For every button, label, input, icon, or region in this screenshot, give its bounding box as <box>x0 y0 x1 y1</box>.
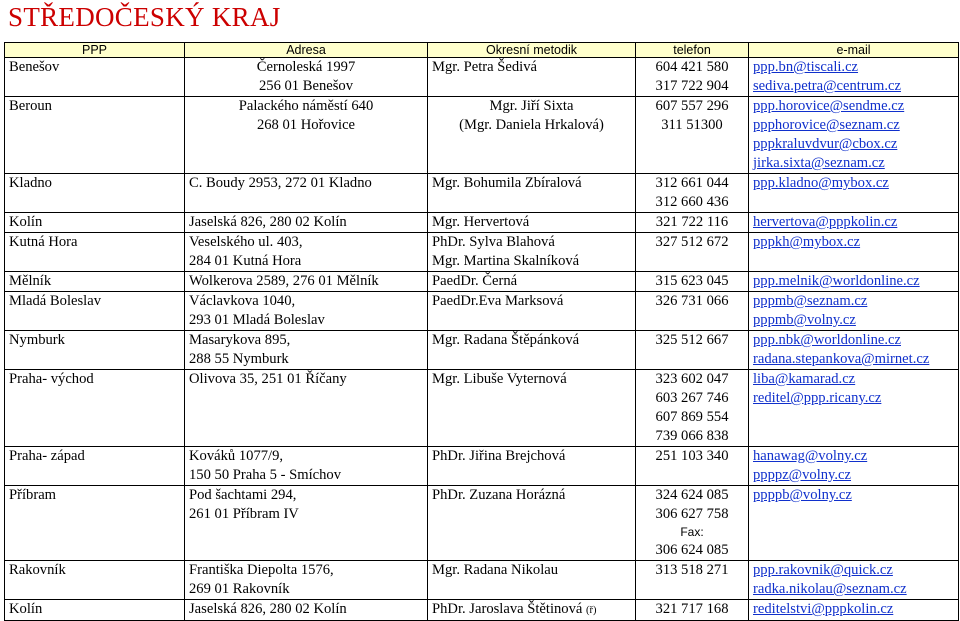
address-line: 268 01 Hořovice <box>256 117 356 133</box>
email-link[interactable]: pppkh@mybox.cz <box>753 234 861 250</box>
address-cell <box>185 447 428 486</box>
address-line: Wolkerova 2589, 276 01 Mělník <box>189 273 379 289</box>
phone-number: 312 661 044 <box>655 175 729 191</box>
phone-number: 607 869 554 <box>655 409 729 425</box>
phone-cell <box>636 292 749 331</box>
table-row <box>5 331 959 370</box>
email-link[interactable]: ppppz@volny.cz <box>753 467 852 483</box>
phone-number: 325 512 667 <box>655 332 729 348</box>
email-cell <box>749 272 959 292</box>
address-line: Veselského ul. 403, <box>189 234 303 250</box>
ppp-cell <box>5 331 185 370</box>
phone-number: 317 722 904 <box>655 78 729 94</box>
email-link[interactable]: ppphorovice@seznam.cz <box>753 117 900 133</box>
address-line: C. Boudy 2953, 272 01 Kladno <box>189 175 372 191</box>
contacts-table <box>4 42 959 621</box>
email-link[interactable]: hervertova@pppkolin.cz <box>753 214 898 230</box>
methodist-name: Mgr. Bohumila Zbíralová <box>432 175 582 191</box>
ppp-cell <box>5 58 185 97</box>
email-cell <box>749 600 959 621</box>
methodist-cell <box>428 272 636 292</box>
phone-cell <box>636 486 749 561</box>
phone-cell <box>636 213 749 233</box>
header-address: Adresa <box>185 43 428 58</box>
email-cell <box>749 233 959 272</box>
email-link[interactable]: jirka.sixta@seznam.cz <box>753 155 885 171</box>
address-line: 284 01 Kutná Hora <box>189 253 302 269</box>
ppp-cell <box>5 561 185 600</box>
table-row <box>5 272 959 292</box>
email-link[interactable]: reditel@ppp.ricany.cz <box>753 390 882 406</box>
header-methodist: Okresní metodik <box>428 43 636 58</box>
address-cell <box>185 213 428 233</box>
address-line: Jaselská 826, 280 02 Kolín <box>189 214 347 230</box>
ppp-cell <box>5 174 185 213</box>
address-cell <box>185 292 428 331</box>
address-line: Pod šachtami 294, <box>189 487 297 503</box>
address-line: Václavkova 1040, <box>189 293 296 309</box>
phone-number: 313 518 271 <box>655 562 729 578</box>
methodist-cell <box>428 97 636 174</box>
methodist-name: Mgr. Radana Nikolau <box>432 562 559 578</box>
methodist-name: PhDr. Sylva Blahová <box>432 234 555 250</box>
email-cell <box>749 370 959 447</box>
methodist-cell <box>428 58 636 97</box>
address-line: Černoleská 1997 <box>256 59 356 75</box>
ppp-name: Praha- západ <box>9 448 85 464</box>
phone-number: 315 623 045 <box>655 273 729 289</box>
email-link[interactable]: radka.nikolau@seznam.cz <box>753 581 907 597</box>
address-line: Olivova 35, 251 01 Říčany <box>189 371 347 387</box>
methodist-role-mark: (ř) <box>586 605 597 616</box>
ppp-name: Příbram <box>9 487 57 503</box>
address-line: 269 01 Rakovník <box>189 581 290 597</box>
table-row <box>5 58 959 97</box>
address-line: Masarykova 895, <box>189 332 291 348</box>
address-line: 293 01 Mladá Boleslav <box>189 312 325 328</box>
email-cell <box>749 561 959 600</box>
email-link[interactable]: ppp.nbk@worldonline.cz <box>753 332 901 348</box>
table-row <box>5 97 959 174</box>
page-title: STŘEDOČESKÝ KRAJ <box>8 2 281 32</box>
ppp-name: Beroun <box>9 98 52 114</box>
methodist-cell <box>428 174 636 213</box>
phone-number: 327 512 672 <box>655 234 729 250</box>
methodist-name: Mgr. Martina Skalníková <box>432 253 580 269</box>
email-link[interactable]: ppp.kladno@mybox.cz <box>753 175 889 191</box>
ppp-name: Benešov <box>9 59 60 75</box>
methodist-cell <box>428 447 636 486</box>
phone-number: 604 421 580 <box>655 59 729 75</box>
ppp-cell <box>5 213 185 233</box>
email-link[interactable]: reditelstvi@pppkolin.cz <box>753 601 894 617</box>
header-row <box>5 43 959 58</box>
email-link[interactable]: ppp.horovice@sendme.cz <box>753 98 905 114</box>
phone-cell <box>636 600 749 621</box>
phone-number: 603 267 746 <box>655 390 729 406</box>
ppp-name: Nymburk <box>9 332 65 348</box>
address-line: 256 01 Benešov <box>258 78 354 94</box>
address-cell <box>185 486 428 561</box>
methodist-cell <box>428 561 636 600</box>
table-row <box>5 233 959 272</box>
methodist-name: PaedDr.Eva Marksová <box>432 293 564 309</box>
address-line: 288 55 Nymburk <box>189 351 289 367</box>
address-line: Jaselská 826, 280 02 Kolín <box>189 601 347 617</box>
methodist-name: PaedDr. Černá <box>432 273 518 289</box>
email-link[interactable]: sediva.petra@centrum.cz <box>753 78 901 94</box>
methodist-line <box>432 600 635 620</box>
email-link[interactable]: pppkraluvdvur@cbox.cz <box>753 136 898 152</box>
methodist-name: Mgr. Jiří Sixta <box>489 98 574 114</box>
ppp-cell <box>5 486 185 561</box>
email-cell <box>749 97 959 174</box>
phone-number: 312 660 436 <box>655 194 729 210</box>
ppp-cell <box>5 272 185 292</box>
email-link[interactable]: hanawag@volny.cz <box>753 448 868 464</box>
ppp-cell <box>5 447 185 486</box>
address-line: Palackého náměstí 640 <box>238 98 374 114</box>
methodist-cell <box>428 600 636 621</box>
email-cell <box>749 331 959 370</box>
phone-number: 321 717 168 <box>655 601 729 617</box>
phone-cell <box>636 370 749 447</box>
table-body <box>5 58 959 621</box>
methodist-name: Mgr. Libuše Vyternová <box>432 371 567 387</box>
ppp-name: Kladno <box>9 175 52 191</box>
table-row <box>5 174 959 213</box>
email-link[interactable]: ppp.rakovnik@quick.cz <box>753 562 893 578</box>
methodist-cell <box>428 486 636 561</box>
methodist-name: Mgr. Radana Štěpánková <box>432 332 580 348</box>
phone-number: 739 066 838 <box>655 428 729 444</box>
email-link[interactable]: liba@kamarad.cz <box>753 371 856 387</box>
phone-number: 323 602 047 <box>655 371 729 387</box>
address-cell <box>185 370 428 447</box>
fax-number: 306 624 085 <box>655 542 729 558</box>
methodist-name: (Mgr. Daniela Hrkalová) <box>459 117 604 133</box>
ppp-name: Kolín <box>9 601 43 617</box>
phone-number: 251 103 340 <box>655 448 729 464</box>
ppp-name: Praha- východ <box>9 371 94 387</box>
ppp-cell <box>5 600 185 621</box>
header-phone: telefon <box>636 43 749 58</box>
phone-cell <box>636 561 749 600</box>
ppp-cell <box>5 97 185 174</box>
methodist-cell <box>428 292 636 331</box>
table-row <box>5 292 959 331</box>
email-cell <box>749 58 959 97</box>
address-cell <box>185 600 428 621</box>
address-cell <box>185 58 428 97</box>
address-cell <box>185 97 428 174</box>
email-link[interactable]: pppmb@volny.cz <box>753 312 856 328</box>
methodist-cell <box>428 331 636 370</box>
email-link[interactable]: ppp.bn@tiscali.cz <box>753 59 859 75</box>
ppp-name: Kolín <box>9 214 43 230</box>
ppp-name: Kutná Hora <box>9 234 78 250</box>
table-row <box>5 486 959 561</box>
email-cell <box>749 486 959 561</box>
methodist-name: PhDr. Jaroslava Štětinová <box>432 601 583 617</box>
address-cell <box>185 331 428 370</box>
email-cell <box>749 213 959 233</box>
table-row <box>5 370 959 447</box>
ppp-cell <box>5 370 185 447</box>
methodist-cell <box>428 213 636 233</box>
email-link[interactable]: radana.stepankova@mirnet.cz <box>753 351 930 367</box>
phone-cell <box>636 447 749 486</box>
table-row <box>5 213 959 233</box>
address-line: 261 01 Příbram IV <box>189 506 299 522</box>
ppp-name: Rakovník <box>9 562 66 578</box>
email-cell <box>749 292 959 331</box>
address-cell <box>185 561 428 600</box>
phone-number: 324 624 085 <box>655 487 729 503</box>
ppp-cell <box>5 233 185 272</box>
email-link[interactable]: pppmb@seznam.cz <box>753 293 868 309</box>
fax-label: Fax: <box>680 525 704 539</box>
phone-cell <box>636 233 749 272</box>
ppp-cell <box>5 292 185 331</box>
methodist-name: PhDr. Jiřina Brejchová <box>432 448 566 464</box>
address-cell <box>185 272 428 292</box>
phone-number: 607 557 296 <box>655 98 729 114</box>
methodist-cell <box>428 233 636 272</box>
email-link[interactable]: ppp.melnik@worldonline.cz <box>753 273 920 289</box>
methodist-cell <box>428 370 636 447</box>
header-email: e-mail <box>749 43 959 58</box>
address-line: Františka Diepolta 1576, <box>189 562 334 578</box>
email-cell <box>749 174 959 213</box>
phone-number: 311 51300 <box>661 117 723 133</box>
phone-cell <box>636 331 749 370</box>
ppp-name: Mělník <box>9 273 52 289</box>
methodist-name: PhDr. Zuzana Horázná <box>432 487 566 503</box>
email-cell <box>749 447 959 486</box>
address-cell <box>185 174 428 213</box>
phone-number: 321 722 116 <box>655 214 729 230</box>
header-ppp: PPP <box>5 43 185 58</box>
phone-cell <box>636 58 749 97</box>
ppp-name: Mladá Boleslav <box>9 293 102 309</box>
email-link[interactable]: ppppb@volny.cz <box>753 487 852 503</box>
phone-cell <box>636 174 749 213</box>
address-line: Kováků 1077/9, <box>189 448 284 464</box>
phone-cell <box>636 97 749 174</box>
table-row <box>5 600 959 621</box>
methodist-name: Mgr. Hervertová <box>432 214 530 230</box>
phone-number: 326 731 066 <box>655 293 729 309</box>
table-row <box>5 447 959 486</box>
phone-cell <box>636 272 749 292</box>
methodist-name: Mgr. Petra Šedivá <box>432 59 537 75</box>
address-line: 150 50 Praha 5 - Smíchov <box>189 467 342 483</box>
table-row <box>5 561 959 600</box>
address-cell <box>185 233 428 272</box>
phone-number: 306 627 758 <box>655 506 729 522</box>
